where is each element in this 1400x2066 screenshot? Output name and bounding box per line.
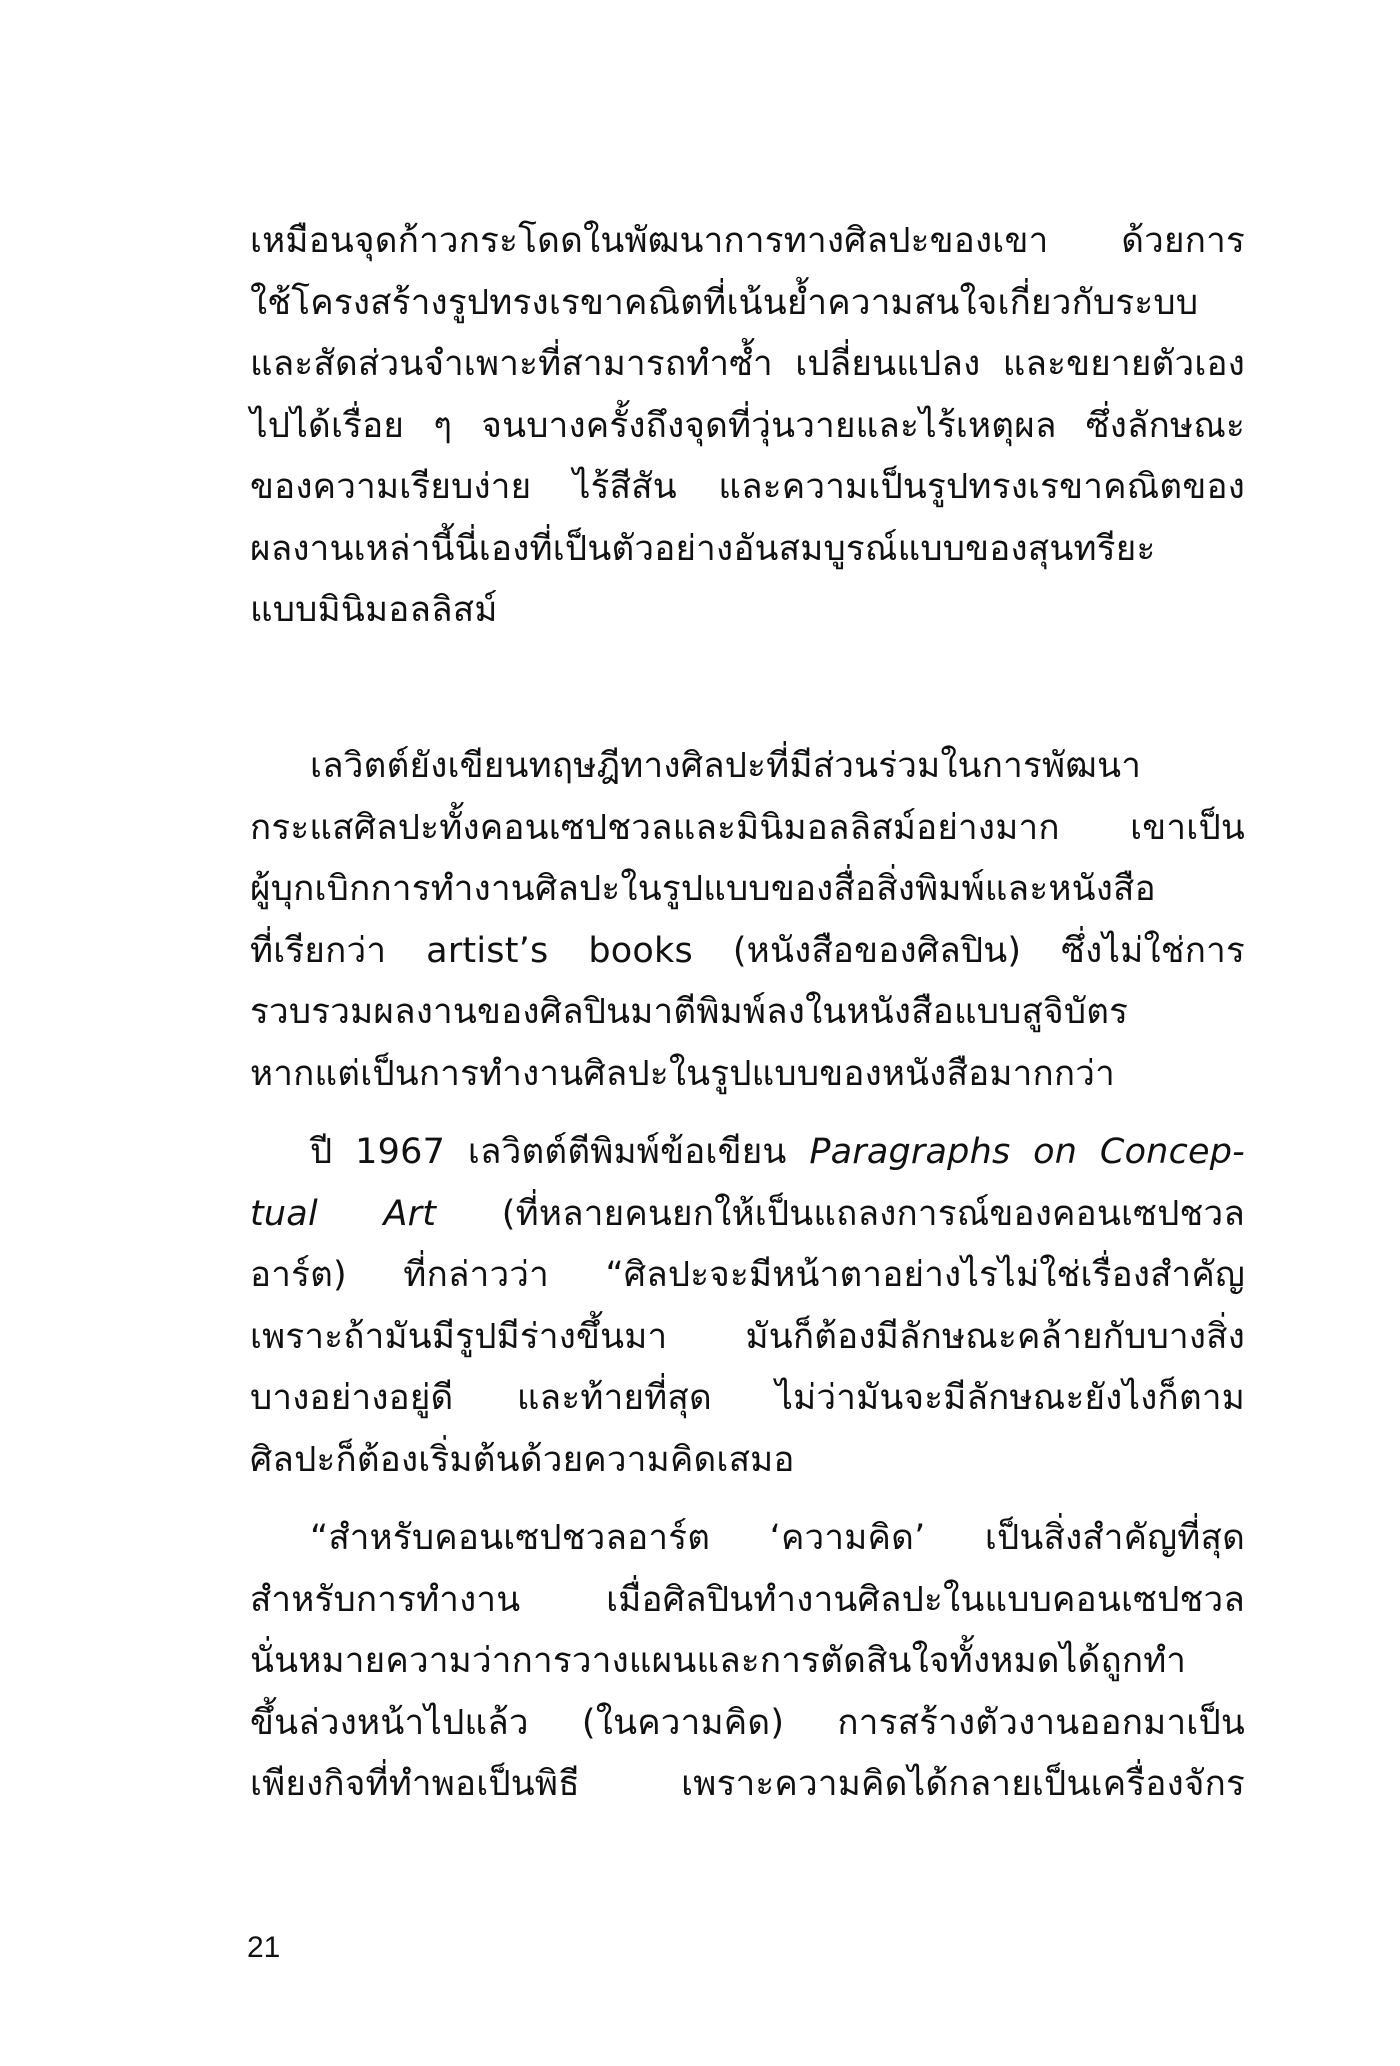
text-line: บางอย่างอยู่ดี และท้ายที่สุด ไม่ว่ามันจะมีลักษณะยังไงก็ตาม [250,1378,1245,1418]
line-prefix: ปี 1967 เลวิตต์ตีพิมพ์ข้อเขียน [310,1132,810,1172]
paragraph-artists-books [250,736,1245,1105]
text-line: สำหรับการทำงาน เมื่อศิลปินทำงานศิลปะในแบบคอนเซปชวล [250,1579,1245,1620]
text-line [250,1184,1245,1246]
text-line: ผู้บุกเบิกการทำงานศิลปะในรูปแบบของสื่อสิ่งพิมพ์และหนังสือ [250,869,1156,909]
paragraph-conceptual-art-1967 [250,1122,1245,1491]
text-line: เลวิตต์ยังเขียนทฤษฎีทางศิลปะที่มีส่วนร่วมในการพัฒนา [310,746,1142,786]
text-line: ขึ้นล่วงหน้าไปแล้ว (ในความคิด) การสร้างตัวงานออกมาเป็น [250,1702,1245,1743]
text-line: “สำหรับคอนเซปชวลอาร์ต ‘ความคิด’ เป็นสิ่งสำคัญที่สุด [310,1518,1245,1558]
paragraph-minimalism-aesthetics [250,211,1245,642]
text-line: กระแสศิลปะทั้งคอนเซปชวลและมินิมอลลิสม์อย่างมาก เขาเป็น [250,807,1245,848]
text-line: รวบรวมผลงานของศิลปินมาตีพิมพ์ลงในหนังสือแบบสูจิบัตร [250,992,1129,1032]
text-line: และสัดส่วนจำเพาะที่สามารถทำซ้ำ เปลี่ยนแปลง และขยายตัวเอง [250,344,1245,384]
text-line: ไปได้เรื่อย ๆ จนบางครั้งถึงจุดที่วุ่นวายและไร้เหตุผล ซึ่งลักษณะ [250,405,1245,446]
text-line: ของความเรียบง่าย ไร้สีสัน และความเป็นรูปทรงเรขาคณิตของ [250,467,1245,507]
text-line: อาร์ต) ที่กล่าวว่า “ศิลปะจะมีหน้าตาอย่างไรไม่ใช่เรื่องสำคัญ [250,1255,1245,1295]
text-line: ศิลปะก็ต้องเริ่มต้นด้วยความคิดเสมอ [250,1439,795,1480]
line-suffix: (ที่หลายคนยกให้เป็นแถลงการณ์ของคอนเซปชวล [436,1193,1246,1234]
text-line: เหมือนจุดก้าวกระโดดในพัฒนาการทางศิลปะของเขา ด้วยการ [250,221,1245,261]
text-line: เพียงกิจที่ทำพอเป็นพิธี เพราะความคิดได้กลายเป็นเครื่องจักร [250,1764,1245,1804]
text-line: หากแต่เป็นการทำงานศิลปะในรูปแบบของหนังสือมากกว่า [250,1053,1115,1094]
text-line: ผลงานเหล่านี้นี่เองที่เป็นตัวอย่างอันสมบูรณ์แบบของสุนทรียะ [250,528,1156,569]
paragraph-idea-quote [250,1508,1245,1816]
text-line: เพราะถ้ามันมีรูปมีร่างขึ้นมา มันก็ต้องมีลักษณะคล้ายกับบางสิ่ง [250,1316,1245,1357]
text-line: ที่เรียกว่า artist’s books (หนังสือของศิลปิน) ซึ่งไม่ใช่การ [250,930,1245,971]
page-number: 21 [247,1931,281,1964]
text-line: นั่นหมายความว่าการวางแผนและการตัดสินใจทั้งหมดได้ถูกทำ [250,1641,1187,1681]
text-line: แบบมินิมอลลิสม์ [250,590,498,630]
text-line: ใช้โครงสร้างรูปทรงเรขาคณิตที่เน้นย้ำความสนใจเกี่ยวกับระบบ [250,282,1199,323]
text-line [250,1122,1245,1184]
book-title-part-1: Paragraphs on Concep- [809,1132,1245,1172]
book-title-part-2: tual Art [250,1193,437,1234]
